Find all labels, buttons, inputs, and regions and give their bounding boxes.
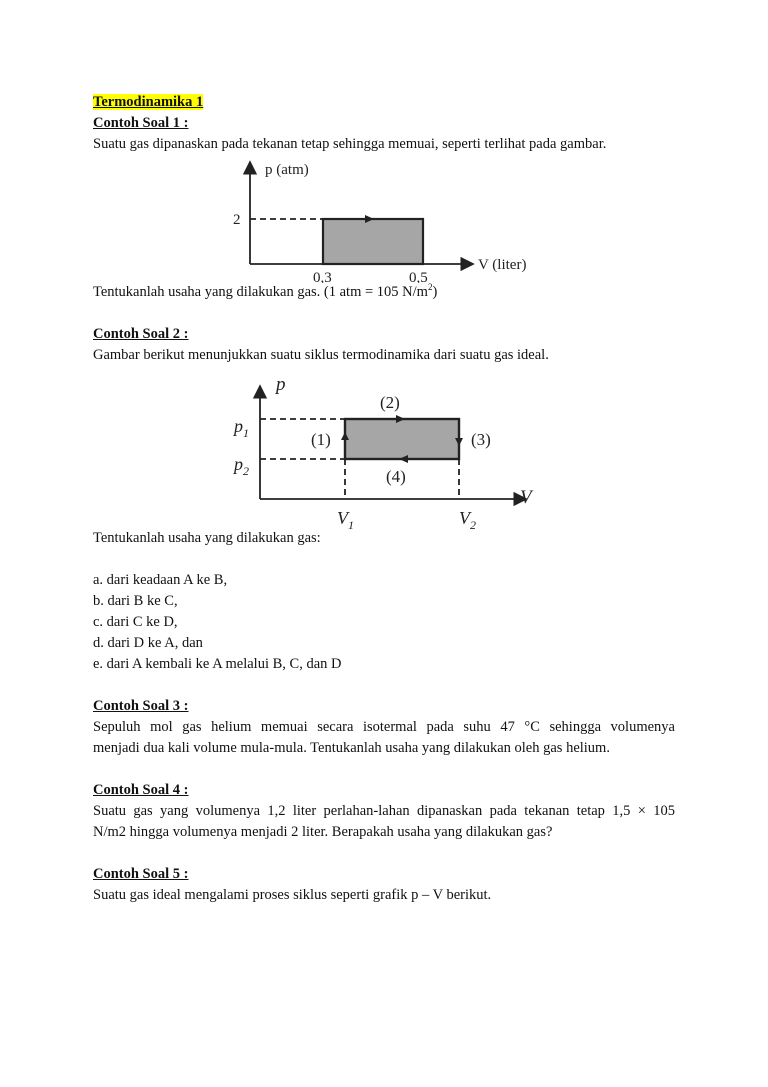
soal2-item-a: a. dari keadaan A ke B, xyxy=(93,571,228,588)
soal5-text: Suatu gas ideal mengalami proses siklus seperti grafik p – V berikut. xyxy=(93,886,492,903)
step3-label: (3) xyxy=(471,430,491,449)
soal4-heading: Contoh Soal 4 : xyxy=(93,781,189,798)
soal2-item-d: d. dari D ke A, dan xyxy=(93,634,203,651)
step4-label: (4) xyxy=(386,467,406,486)
p2-label: $p_2$ xyxy=(234,454,249,478)
work-area xyxy=(323,219,423,264)
soal3-line2: menjadi dua kali volume mula-mula. Tentukanlah usaha yang dilakukan oleh gas helium. xyxy=(93,739,610,756)
step2-label: (2) xyxy=(380,393,400,412)
soal2-item-e: e. dari A kembali ke A melalui B, C, dan D xyxy=(93,655,342,672)
p1-label: $p_1$ xyxy=(234,416,249,440)
x-axis-label: V xyxy=(520,487,532,508)
y-axis-label: p (atm) xyxy=(265,162,309,178)
soal1-text: Suatu gas dipanaskan pada tekanan tetap sehingga memuai, seperti terlihat pada gambar. xyxy=(93,136,607,152)
v2-tick-label: 0,5 xyxy=(409,270,428,283)
soal4-line1: Suatu gas yang volumenya 1,2 liter perlahan-lahan dipanaskan pada tekanan tetap 1,5 × 105 xyxy=(93,802,675,819)
v1-label: $V_1$ xyxy=(337,508,354,532)
y-axis-label: p xyxy=(276,378,286,395)
soal2-text: Gambar berikut menunjukkan suatu siklus termodinamika dari suatu gas ideal. xyxy=(93,346,549,363)
soal2-item-c: c. dari C ke D, xyxy=(93,613,178,630)
v2-label: $V_2$ xyxy=(459,508,476,532)
step1-label: (1) xyxy=(311,430,331,449)
x-axis-label: V (liter) xyxy=(478,257,527,273)
figure2-cycle-diagram xyxy=(230,378,550,538)
soal3-line1: Sepuluh mol gas helium memuai secara isotermal pada suhu 47 °C sehingga volumenya xyxy=(93,718,675,735)
cycle-area xyxy=(345,419,459,459)
v1-tick-label: 0,3 xyxy=(313,270,332,283)
p-tick-label: 2 xyxy=(233,212,241,228)
soal4-line2: N/m2 hingga volumenya menjadi 2 liter. Berapakah usaha yang dilakukan gas? xyxy=(93,823,553,840)
soal1-question: Tentukanlah usaha yang dilakukan gas. (1 atm = 105 $N/m^2$) xyxy=(93,282,438,300)
soal3-heading: Contoh Soal 3 : xyxy=(93,697,189,714)
title: Termodinamika 1 xyxy=(93,94,204,110)
soal2-question: Tentukanlah usaha yang dilakukan gas: xyxy=(93,529,321,546)
figure1-pv-diagram xyxy=(225,158,545,283)
soal5-heading: Contoh Soal 5 : xyxy=(93,865,189,882)
soal2-heading: Contoh Soal 2 : xyxy=(93,325,189,342)
soal2-item-b: b. dari B ke C, xyxy=(93,592,178,609)
soal1-heading: Contoh Soal 1 : xyxy=(93,115,189,131)
